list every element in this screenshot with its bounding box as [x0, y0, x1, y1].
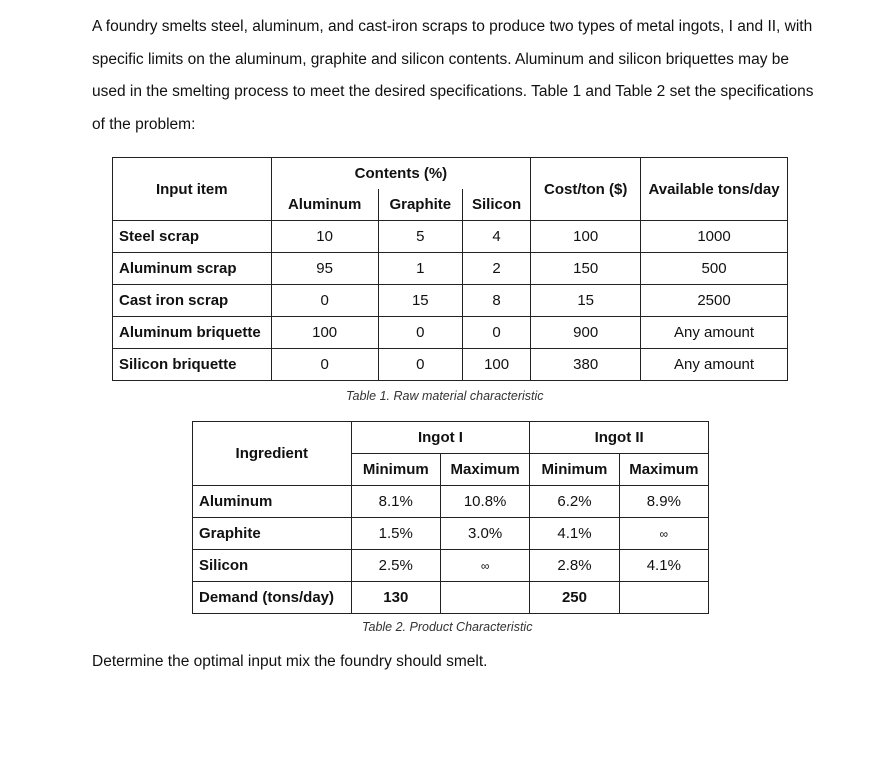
header-i1-max: Maximum: [440, 454, 529, 486]
row-label: Silicon: [193, 550, 352, 582]
cell-graphite: 1: [378, 253, 462, 285]
cell-aluminum: 0: [271, 349, 378, 381]
cell-aluminum: 95: [271, 253, 378, 285]
table-row: [193, 518, 709, 550]
cell-i2-max: [619, 582, 708, 614]
cell-i2-min: 2.8%: [530, 550, 619, 582]
header-aluminum: Aluminum: [271, 189, 378, 221]
intro-paragraph: A foundry smelts steel, aluminum, and cast-iron scraps to produce two types of metal ingots, I and II, with specific limits on the aluminum, graphite and silicon contents. Aluminum and silicon briquettes may be used in the smelting process to meet the desired specifications. Table 1 and Table 2 set the specifications of the problem:: [92, 18, 814, 133]
cell-cost: 150: [531, 253, 641, 285]
cell-i1-min: 8.1%: [351, 486, 440, 518]
cell-i2-max: ∞: [619, 518, 708, 550]
cell-i1-min: 130: [351, 582, 440, 614]
header-ingot2: Ingot II: [530, 422, 709, 454]
header-available: Available tons/day: [641, 158, 788, 221]
table-row: [193, 582, 709, 614]
cell-silicon: 2: [462, 253, 530, 285]
row-label: Demand (tons/day): [193, 582, 352, 614]
cell-silicon: 0: [462, 317, 530, 349]
cell-aluminum: 10: [271, 221, 378, 253]
header-i1-min: Minimum: [351, 454, 440, 486]
cell-available: 2500: [641, 285, 788, 317]
cell-graphite: 5: [378, 221, 462, 253]
cell-cost: 900: [531, 317, 641, 349]
cell-i2-max: 4.1%: [619, 550, 708, 582]
row-item: Aluminum briquette: [113, 317, 272, 349]
header-i2-max: Maximum: [619, 454, 708, 486]
row-item: Silicon briquette: [113, 349, 272, 381]
table2-caption: Table 2. Product Characteristic: [362, 620, 533, 634]
cell-i1-max: 10.8%: [440, 486, 529, 518]
header-ingot1: Ingot I: [351, 422, 530, 454]
table-row: [113, 317, 788, 349]
row-label: Aluminum: [193, 486, 352, 518]
closing-paragraph: Determine the optimal input mix the foundry should smelt.: [92, 653, 488, 670]
cell-i1-max: ∞: [440, 550, 529, 582]
cell-cost: 100: [531, 221, 641, 253]
row-item: Cast iron scrap: [113, 285, 272, 317]
row-label: Graphite: [193, 518, 352, 550]
cell-graphite: 15: [378, 285, 462, 317]
cell-i2-max: 8.9%: [619, 486, 708, 518]
cell-silicon: 4: [462, 221, 530, 253]
table-row: [193, 486, 709, 518]
header-silicon: Silicon: [462, 189, 530, 221]
cell-available: 1000: [641, 221, 788, 253]
table-row: [193, 550, 709, 582]
header-input-item: Input item: [113, 158, 272, 221]
cell-aluminum: 100: [271, 317, 378, 349]
row-item: Steel scrap: [113, 221, 272, 253]
cell-graphite: 0: [378, 349, 462, 381]
table1-caption: Table 1. Raw material characteristic: [346, 389, 544, 403]
table-row: [113, 253, 788, 285]
cell-aluminum: 0: [271, 285, 378, 317]
table-row: [113, 285, 788, 317]
header-cost: Cost/ton ($): [531, 158, 641, 221]
cell-cost: 380: [531, 349, 641, 381]
cell-available: 500: [641, 253, 788, 285]
cell-i1-min: 2.5%: [351, 550, 440, 582]
raw-material-table: [112, 157, 788, 381]
cell-i1-max: [440, 582, 529, 614]
cell-silicon: 100: [462, 349, 530, 381]
cell-i1-max: 3.0%: [440, 518, 529, 550]
cell-silicon: 8: [462, 285, 530, 317]
cell-available: Any amount: [641, 317, 788, 349]
header-i2-min: Minimum: [530, 454, 619, 486]
cell-cost: 15: [531, 285, 641, 317]
header-graphite: Graphite: [378, 189, 462, 221]
table-row: [113, 221, 788, 253]
product-table: [192, 421, 709, 614]
cell-available: Any amount: [641, 349, 788, 381]
header-contents: Contents (%): [271, 158, 531, 190]
cell-i2-min: 250: [530, 582, 619, 614]
header-ingredient: Ingredient: [193, 422, 352, 486]
cell-i1-min: 1.5%: [351, 518, 440, 550]
cell-graphite: 0: [378, 317, 462, 349]
row-item: Aluminum scrap: [113, 253, 272, 285]
cell-i2-min: 4.1%: [530, 518, 619, 550]
cell-i2-min: 6.2%: [530, 486, 619, 518]
table-row: [113, 349, 788, 381]
